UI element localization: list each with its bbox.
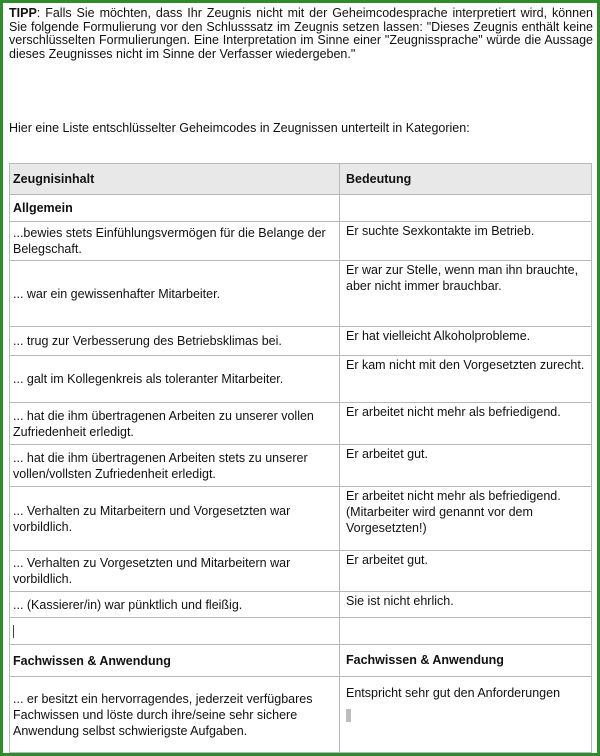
category-meaning: Fachwissen & Anwendung <box>340 645 592 677</box>
selection-marker <box>346 709 351 722</box>
row-meaning: Er kam nicht mit den Vorgesetzten zurecht. <box>340 356 592 403</box>
category-meaning <box>340 195 592 222</box>
table-row <box>10 327 592 356</box>
tip-label: TIPP <box>9 6 37 20</box>
empty-cell <box>340 618 592 645</box>
row-meaning: Er arbeitet nicht mehr als befriedigend. <box>340 403 592 445</box>
table-row <box>10 592 592 618</box>
row-meaning: Er arbeitet gut. <box>340 445 592 487</box>
category-label: Allgemein <box>10 195 340 222</box>
empty-row[interactable] <box>10 618 592 645</box>
row-content: ... Verhalten zu Vorgesetzten und Mitarbeitern war vorbildlich. <box>10 551 340 592</box>
row-meaning-cell <box>340 677 592 753</box>
row-content: ... er besitzt ein hervorragendes, jederzeit verfügbares Fachwissen und löste durch ihre/seine sehr sichere Anwendung selbst schwierigste Aufgaben. <box>10 677 340 753</box>
row-content: ... Verhalten zu Mitarbeitern und Vorgesetzten war vorbildlich. <box>10 487 340 551</box>
table-row <box>10 356 592 403</box>
table-row <box>10 551 592 592</box>
intro-paragraph: Hier eine Liste entschlüsselter Geheimcodes in Zeugnissen unterteilt in Kategorien: <box>9 121 470 135</box>
table-row <box>10 403 592 445</box>
table-row <box>10 677 592 753</box>
row-content: ... war ein gewissenhafter Mitarbeiter. <box>10 261 340 327</box>
row-meaning: Entspricht sehr gut den Anforderungen <box>346 686 561 700</box>
row-meaning: Er war zur Stelle, wenn man ihn brauchte, aber nicht immer brauchbar. <box>340 261 592 327</box>
category-row-allgemein <box>10 195 592 222</box>
row-content: ... hat die ihm übertragenen Arbeiten zu unserer vollen Zufriedenheit erledigt. <box>10 403 340 445</box>
table-row <box>10 445 592 487</box>
text-cursor <box>13 625 14 638</box>
tip-text: : Falls Sie möchten, dass Ihr Zeugnis nicht mit der Geheimcodesprache interpretiert wird, können Sie folgende Formulierung vor den Schlusssatz im Zeugnis setzen lassen: "Dieses Zeugnis enthält keine verschlüsselten Formulierungen. Eine Interpretation im Sinne einer "Zeugnissprache" würde die Aussage dieses Zeugnisses nicht im Sinne der Verfasser wiedergeben." <box>9 6 593 61</box>
row-content: ... hat die ihm übertragenen Arbeiten stets zu unserer vollen/vollsten Zufriedenheit erledigt. <box>10 445 340 487</box>
row-meaning: Er suchte Sexkontakte im Betrieb. <box>340 222 592 261</box>
row-content: ... trug zur Verbesserung des Betriebsklimas bei. <box>10 327 340 356</box>
row-meaning: Er arbeitet nicht mehr als befriedigend. (Mitarbeiter wird genannt vor dem Vorgesetzten!) <box>340 487 592 551</box>
row-content: ... (Kassierer/in) war pünktlich und fleißig. <box>10 592 340 618</box>
header-content: Zeugnisinhalt <box>10 164 340 195</box>
table-row <box>10 487 592 551</box>
header-meaning: Bedeutung <box>340 164 592 195</box>
category-label: Fachwissen & Anwendung <box>10 645 340 677</box>
row-meaning: Er hat vielleicht Alkoholprobleme. <box>340 327 592 356</box>
empty-cell[interactable] <box>10 618 340 645</box>
row-meaning: Sie ist nicht ehrlich. <box>340 592 592 618</box>
row-meaning: Er arbeitet gut. <box>340 551 592 592</box>
row-content: ... galt im Kollegenkreis als toleranter Mitarbeiter. <box>10 356 340 403</box>
tip-paragraph <box>9 7 593 61</box>
row-content: ...bewies stets Einfühlungsvermögen für die Belange der Belegschaft. <box>10 222 340 261</box>
codes-table <box>9 163 592 753</box>
table-row <box>10 222 592 261</box>
table-header-row <box>10 164 592 195</box>
category-row-fachwissen <box>10 645 592 677</box>
table-row <box>10 261 592 327</box>
